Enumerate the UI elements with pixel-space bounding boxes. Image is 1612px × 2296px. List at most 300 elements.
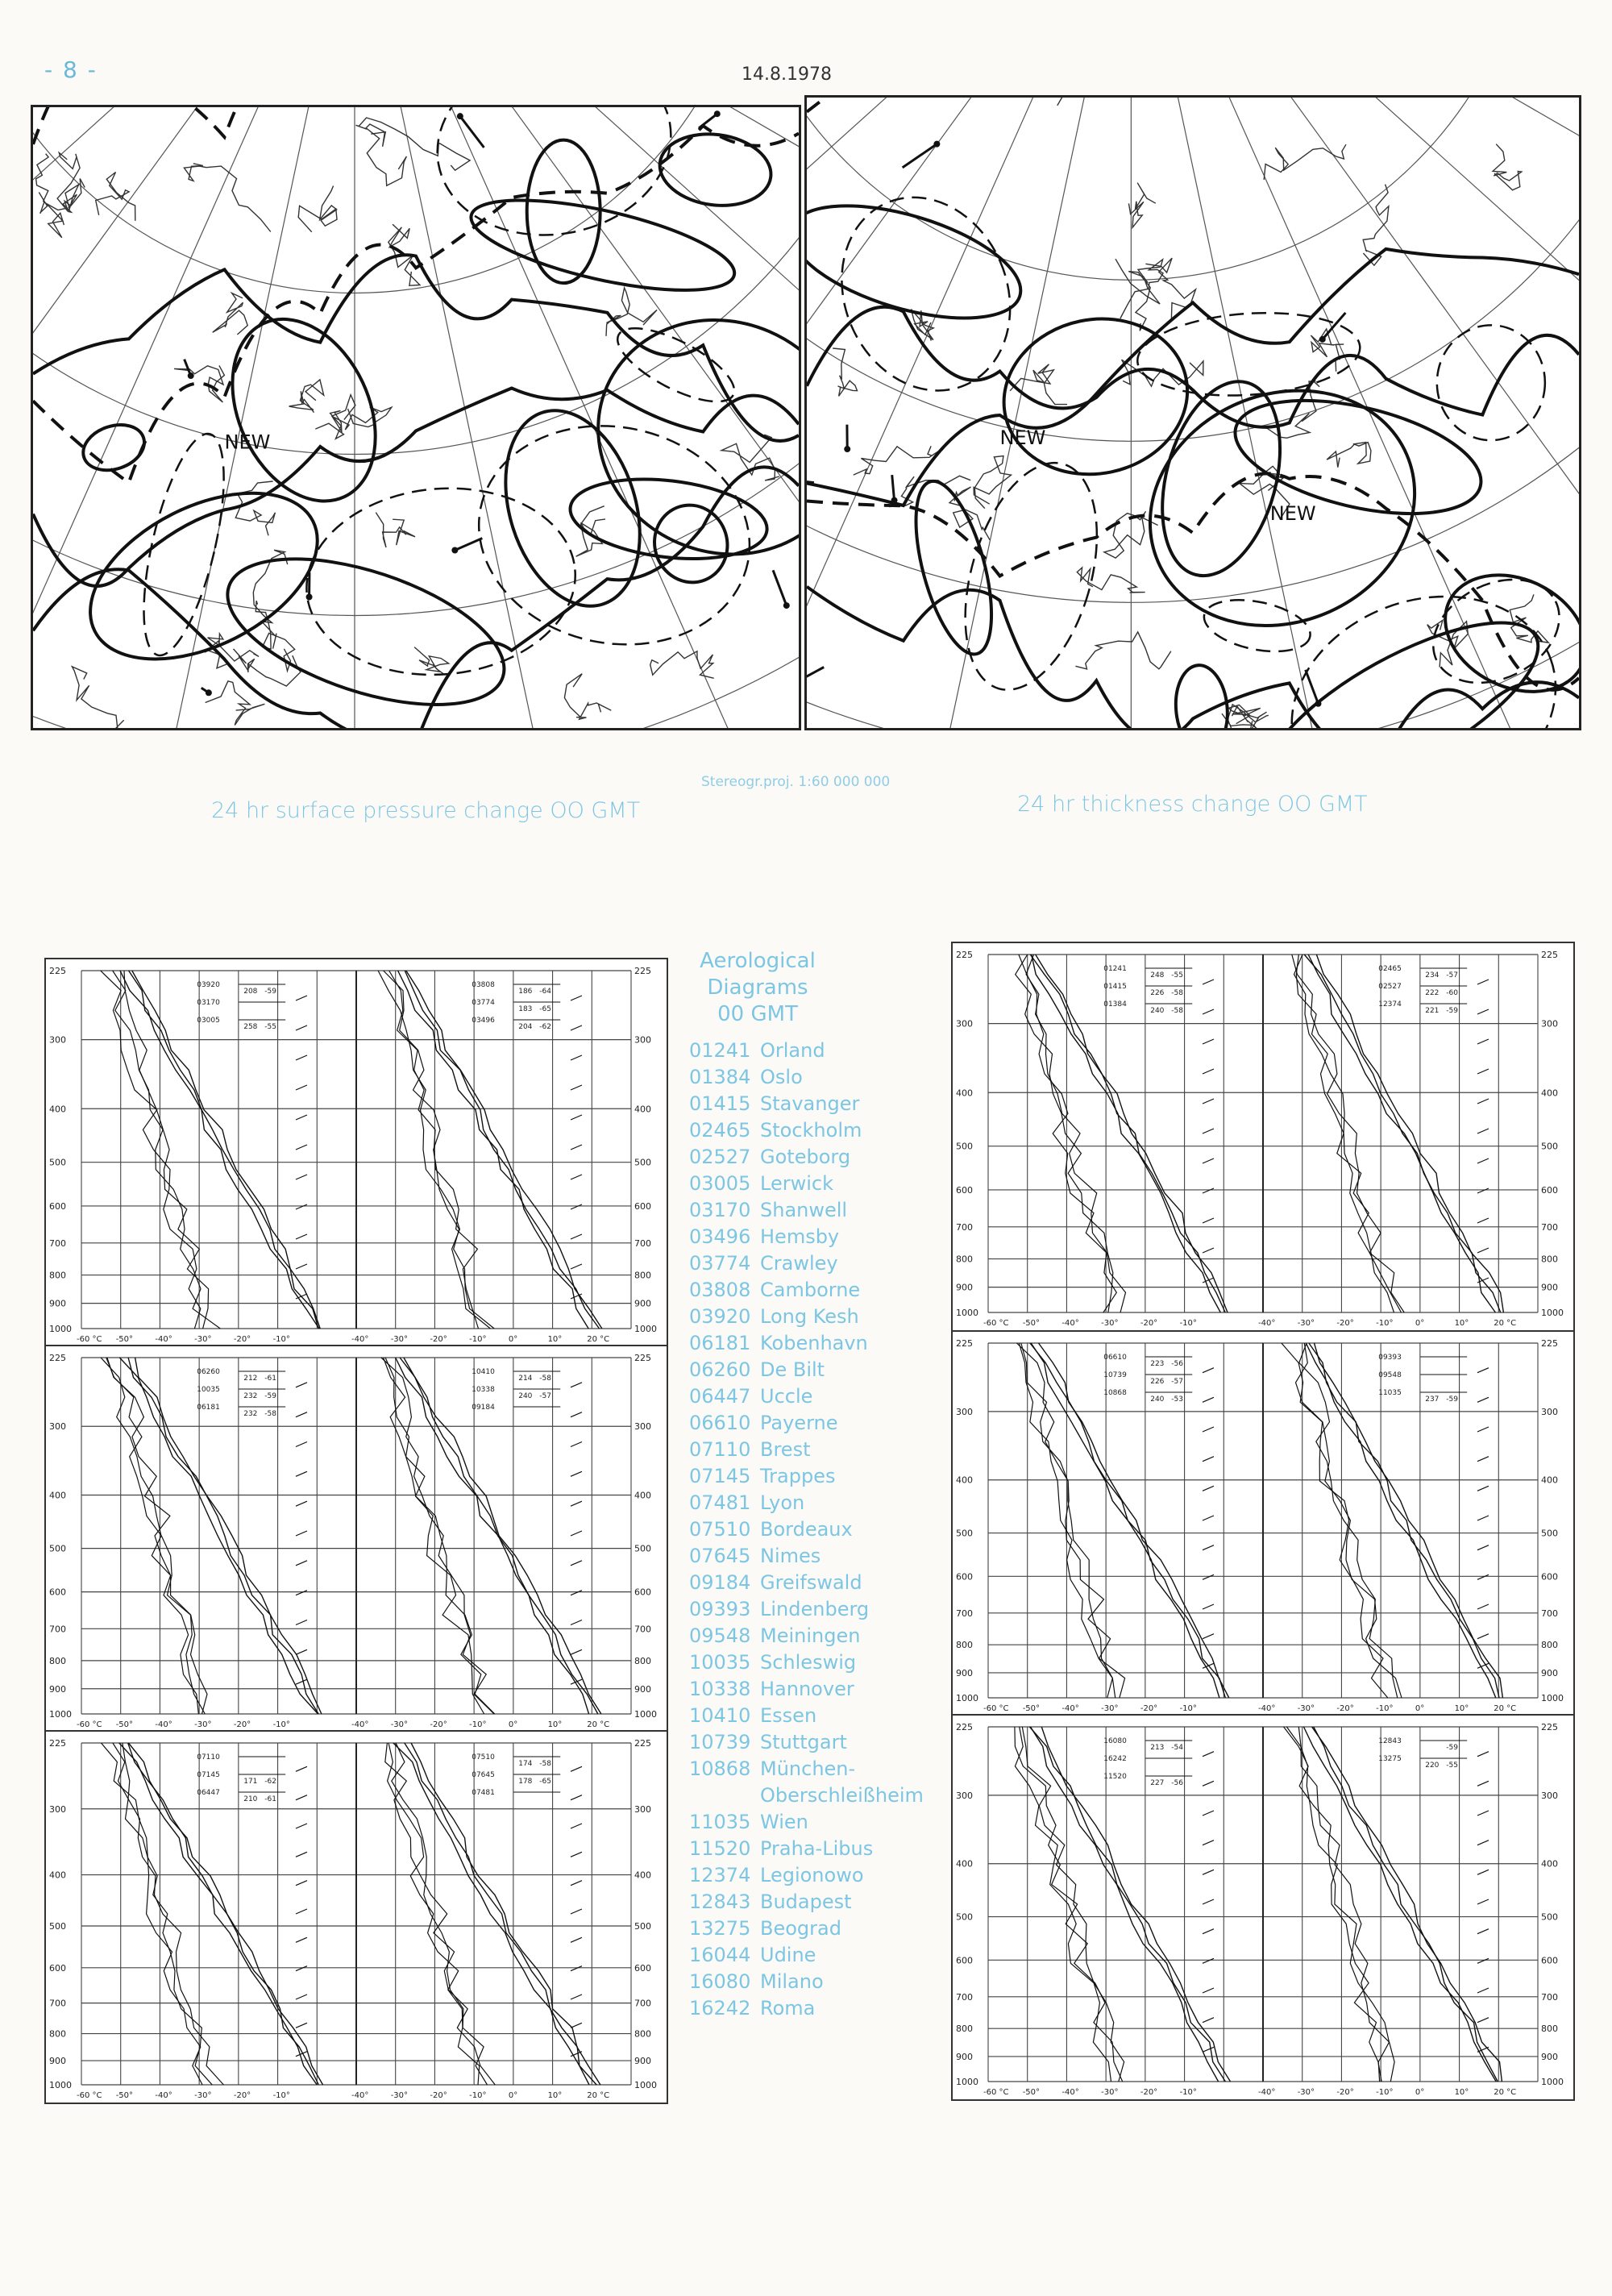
station-name: Camborne	[760, 1279, 861, 1301]
station-name: Oslo	[760, 1066, 803, 1088]
pressure-label: 900	[634, 1298, 651, 1309]
station-name: Praha-Libus	[760, 1837, 874, 1860]
wind-barb	[571, 1501, 582, 1506]
station-entry	[689, 1277, 947, 1304]
tropopause-temp: -59	[1446, 1007, 1458, 1015]
wind-barb	[1477, 2047, 1489, 2052]
pressure-label: 300	[49, 1034, 66, 1046]
tropopause-temp: -62	[264, 1778, 276, 1786]
wind-barb	[1477, 1457, 1489, 1462]
station-entry	[689, 1516, 947, 1543]
station-name: Brest	[760, 1438, 811, 1461]
station-name: Bordeaux	[760, 1518, 853, 1541]
pressure-label: 400	[1541, 1088, 1558, 1099]
coastline	[833, 348, 857, 396]
temperature-tick: 10°	[547, 1335, 563, 1344]
meridian-line	[807, 98, 1131, 728]
wind-barb	[1203, 1218, 1214, 1223]
new-system-label: NEW	[224, 430, 271, 454]
isoline	[205, 296, 403, 524]
station-code: 06181	[689, 1332, 751, 1354]
station-name: Hannover	[760, 1678, 854, 1700]
isoline	[655, 127, 775, 212]
station-name: Uccle	[760, 1385, 813, 1408]
wind-barb	[1477, 1427, 1489, 1432]
tropopause-height: 234	[1425, 971, 1440, 980]
new-system-label: NEW	[1269, 501, 1316, 525]
coastline	[376, 513, 415, 547]
pressure-label: 800	[1541, 2024, 1558, 2035]
temperature-tick: -10°	[1376, 1704, 1394, 1713]
station-code: 07510	[689, 1518, 751, 1541]
pressure-label: 900	[49, 1298, 66, 1309]
temperature-tick: 0°	[508, 1335, 518, 1344]
pressure-label: 300	[634, 1803, 651, 1815]
station-code-label: 07110	[197, 1753, 220, 1762]
wind-barb	[571, 1881, 582, 1886]
pressure-label: 700	[634, 1998, 651, 2009]
wind-barb	[296, 996, 307, 1000]
tropopause-height: 178	[518, 1778, 533, 1786]
station-entry	[689, 1463, 947, 1490]
temperature-tick: 20 °C	[1494, 1319, 1517, 1328]
parallel-line	[33, 107, 799, 728]
temperature-tick: -10°	[469, 1335, 487, 1344]
isoline	[33, 389, 799, 586]
wind-barb	[296, 2023, 307, 2028]
wind-barb	[1203, 1397, 1214, 1402]
displacement-arrow	[807, 667, 824, 680]
pressure-label: 600	[49, 1200, 66, 1212]
station-code: 02527	[689, 1146, 751, 1168]
wind-barb	[296, 1852, 307, 1857]
displacement-arrow	[1306, 670, 1319, 704]
wind-barb	[1477, 1158, 1489, 1163]
wind-barb	[1203, 1545, 1214, 1550]
pressure-label: 500	[1541, 1141, 1558, 1152]
temperature-tick: -30°	[1297, 1704, 1315, 1713]
pressure-label: 1000	[1541, 2077, 1564, 2087]
surface-pressure-change-map	[31, 105, 801, 730]
station-code-label: 13275	[1378, 1755, 1402, 1763]
wind-barb	[296, 1966, 307, 1971]
wind-barb	[1477, 1634, 1489, 1639]
temperature-tick: -40°	[1062, 2088, 1079, 2097]
station-entry	[689, 1915, 947, 1942]
station-code-label: 03808	[472, 981, 495, 989]
pressure-label: 800	[956, 2024, 973, 2035]
tropopause-height: 226	[1150, 989, 1165, 997]
pressure-label: 400	[956, 1858, 973, 1870]
wind-barb	[1477, 1218, 1489, 1223]
wind-barb	[571, 1025, 582, 1030]
station-code-label: 06610	[1103, 1354, 1127, 1362]
temperature-tick: -30°	[1101, 2088, 1119, 2097]
tropopause-temp: -61	[264, 1795, 276, 1803]
station-entry	[689, 1809, 947, 1836]
arrow-head	[783, 602, 790, 609]
station-code-label: 07510	[472, 1753, 495, 1762]
pressure-label: 500	[1541, 1911, 1558, 1923]
coastline	[1327, 443, 1371, 468]
wind-barb	[296, 1824, 307, 1828]
station-code: 02465	[689, 1119, 751, 1142]
wind-barb	[1203, 1039, 1214, 1044]
wind-barb	[296, 1531, 307, 1536]
wind-barb	[1203, 1841, 1214, 1845]
station-name: Crawley	[760, 1252, 838, 1275]
temperature-tick: 10°	[1454, 1704, 1469, 1713]
isoline	[1243, 589, 1561, 728]
tropopause-temp: -55	[1446, 1762, 1458, 1770]
station-entry	[689, 1703, 947, 1729]
station-code: 10035	[689, 1651, 751, 1674]
pressure-label: 500	[634, 1543, 651, 1554]
pressure-label: 600	[634, 1200, 651, 1212]
temperature-tick: -40°	[1258, 1704, 1276, 1713]
temperature-tick: 20 °C	[1494, 2088, 1517, 2097]
station-code: 12374	[689, 1864, 751, 1886]
coastline	[564, 674, 611, 720]
station-name: Orland	[760, 1039, 825, 1062]
coastline	[96, 173, 135, 221]
coastline	[721, 435, 779, 480]
aerological-diagram	[44, 958, 668, 1348]
station-entry	[689, 1330, 947, 1357]
temperature-tick: -30°	[390, 2091, 409, 2100]
aerological-diagram	[951, 1330, 1575, 1717]
pressure-label: 800	[1541, 1254, 1558, 1265]
station-entry	[689, 1836, 947, 1862]
station-name: Milano	[760, 1970, 824, 1993]
pressure-label: 1000	[634, 1709, 657, 1720]
pressure-label: 700	[956, 1608, 973, 1619]
wind-barb	[296, 1412, 307, 1417]
aerological-diagram	[951, 1714, 1575, 2101]
station-code-label: 10338	[472, 1386, 495, 1394]
coastline	[650, 651, 714, 679]
wind-barb	[1203, 2018, 1214, 2023]
tropopause-temp: -64	[539, 988, 551, 996]
pressure-label: 1000	[634, 2080, 657, 2090]
station-code: 06260	[689, 1358, 751, 1381]
station-entry	[689, 1064, 947, 1091]
pressure-label: 300	[1541, 1018, 1558, 1029]
temperature-tick: 10°	[1454, 1319, 1469, 1328]
tropopause-temp: -62	[539, 1023, 551, 1031]
station-entry	[689, 1543, 947, 1570]
wind-barb	[1477, 1841, 1489, 1845]
pressure-label: 225	[956, 1722, 973, 1732]
pressure-label: 1000	[1541, 1308, 1564, 1318]
wind-barb	[296, 1766, 307, 1771]
wind-barb	[571, 1620, 582, 1625]
wind-barb	[1203, 1188, 1214, 1193]
wind-barb	[296, 1025, 307, 1030]
wind-barb	[571, 1795, 582, 1800]
parallel-line	[807, 98, 1579, 602]
tropopause-temp: -53	[1171, 1395, 1183, 1404]
temperature-tick: 0°	[1415, 1704, 1425, 1713]
temperature-tick: -20°	[430, 1720, 447, 1729]
wind-barb	[1477, 1604, 1489, 1609]
temperature-tick: -50°	[115, 1335, 134, 1344]
station-code-label: 07481	[472, 1789, 495, 1797]
station-code: 10410	[689, 1704, 751, 1727]
isoline	[483, 393, 663, 622]
meridian-line	[807, 98, 1131, 728]
station-name: Kobenhavn	[760, 1332, 868, 1354]
station-name: Oberschleißheim	[760, 1784, 924, 1807]
wind-barb	[1203, 1368, 1214, 1373]
temperature-tick: 20 °C	[587, 1720, 610, 1729]
station-entry	[689, 1490, 947, 1516]
tropopause-height: 210	[243, 1795, 258, 1803]
station-code-label: 03774	[472, 999, 495, 1007]
pressure-label: 500	[956, 1911, 973, 1923]
pressure-label: 500	[49, 1920, 66, 1932]
coastline	[235, 481, 275, 535]
isoline	[807, 587, 1579, 728]
station-entry	[689, 1756, 947, 1782]
pressure-label: 400	[634, 1490, 651, 1501]
tropopause-temp: -58	[1171, 989, 1183, 997]
pressure-label: 1000	[634, 1324, 657, 1334]
station-entry	[689, 1676, 947, 1703]
wind-barb	[1203, 1129, 1214, 1133]
coastline	[414, 647, 449, 676]
station-code-label: 10868	[1103, 1389, 1127, 1397]
station-entry	[689, 1570, 947, 1596]
temperature-tick: -10°	[1179, 2088, 1197, 2097]
temperature-tick: -20°	[1336, 2088, 1354, 2097]
wind-barb	[1203, 1811, 1214, 1816]
pressure-label: 400	[1541, 1475, 1558, 1486]
wind-barb	[1477, 1781, 1489, 1786]
legend-title	[689, 948, 826, 1028]
temperature-tick: 10°	[547, 2091, 563, 2100]
station-code: 06610	[689, 1412, 751, 1434]
wind-barb	[296, 1591, 307, 1595]
wind-barb	[571, 1471, 582, 1476]
station-code: 03005	[689, 1172, 751, 1195]
wind-barb	[296, 1145, 307, 1150]
pressure-label: 700	[634, 1237, 651, 1249]
pressure-label: 300	[1541, 1790, 1558, 1801]
tropopause-height: 222	[1425, 989, 1440, 997]
temperature-tick: -40°	[155, 1335, 172, 1344]
wind-barb	[1203, 1427, 1214, 1432]
temperature-tick: -20°	[1140, 1704, 1158, 1713]
wind-barb	[1203, 1958, 1214, 1963]
temperature-tick: -30°	[390, 1335, 409, 1344]
coastline	[72, 667, 123, 728]
pressure-label: 600	[634, 1587, 651, 1598]
station-code-label: 01241	[1103, 965, 1127, 973]
pressure-label: 600	[634, 1962, 651, 1974]
temperature-tick: -20°	[430, 2091, 447, 2100]
station-code-label: 11035	[1378, 1389, 1402, 1397]
wind-barb	[571, 1909, 582, 1914]
meridian-line	[355, 107, 799, 728]
parallel-line	[33, 107, 799, 728]
station-code-label: 16242	[1103, 1755, 1127, 1763]
temperature-tick: -30°	[194, 1335, 212, 1344]
isoline	[807, 183, 1033, 340]
station-code: 06447	[689, 1385, 751, 1408]
station-entry	[689, 1250, 947, 1277]
station-name: Udine	[760, 1944, 816, 1966]
tropopause-height: 174	[518, 1760, 533, 1768]
station-code: 16080	[689, 1970, 751, 1993]
pressure-label: 400	[956, 1475, 973, 1486]
temperature-tick: -40°	[351, 2091, 369, 2100]
station-code-label: 03170	[197, 999, 220, 1007]
tropopause-height: 204	[518, 1023, 533, 1031]
pressure-label: 600	[956, 1571, 973, 1583]
coastline	[1510, 594, 1548, 643]
coastline	[576, 506, 605, 557]
temperature-tick: -40°	[155, 2091, 172, 2100]
wind-barb	[1203, 1099, 1214, 1104]
station-code-label: 06260	[197, 1368, 220, 1376]
temperature-tick: 0°	[508, 2091, 518, 2100]
wind-barb	[1477, 1009, 1489, 1014]
tropopause-height: 212	[243, 1375, 258, 1383]
wind-barb	[571, 1115, 582, 1120]
tropopause-height: 237	[1425, 1395, 1440, 1404]
wind-barb	[571, 1591, 582, 1595]
pressure-label: 400	[49, 1490, 66, 1501]
station-code: 07110	[689, 1438, 751, 1461]
tropopause-temp: -59	[264, 1392, 276, 1400]
station-entry	[689, 1782, 947, 1809]
station-code: 13275	[689, 1917, 751, 1940]
pressure-label: 400	[49, 1104, 66, 1115]
temperature-tick: -30°	[1101, 1319, 1119, 1328]
temperature-tick: -20°	[1336, 1319, 1354, 1328]
temperature-tick: -40°	[1258, 1319, 1276, 1328]
station-code-label: 06447	[197, 1789, 220, 1797]
station-code-label: 10739	[1103, 1371, 1127, 1379]
station-code: 07145	[689, 1465, 751, 1487]
wind-barb	[296, 1909, 307, 1914]
displacement-arrow	[892, 475, 895, 500]
wind-barb	[571, 1234, 582, 1239]
pressure-label: 800	[49, 1270, 66, 1281]
temperature-tick: 20 °C	[587, 2091, 610, 2100]
wind-barb	[1477, 1545, 1489, 1550]
meridian-line	[33, 107, 355, 728]
temperature-tick: 0°	[1415, 1319, 1425, 1328]
coastline	[1493, 144, 1522, 190]
displacement-arrow	[455, 539, 482, 551]
pressure-label: 900	[1541, 1667, 1558, 1678]
coastline	[974, 456, 1011, 509]
pressure-label: 700	[1541, 1221, 1558, 1233]
isoline	[64, 459, 344, 693]
station-entry	[689, 1729, 947, 1756]
wind-barb	[1203, 1752, 1214, 1757]
temperature-tick: -30°	[1297, 2088, 1315, 2097]
pressure-label: 600	[49, 1587, 66, 1598]
parallel-line	[807, 98, 1534, 280]
station-code: 09548	[689, 1624, 751, 1647]
station-code: 10338	[689, 1678, 751, 1700]
temperature-tick: -10°	[272, 1720, 290, 1729]
tropopause-temp: -59	[264, 988, 276, 996]
arrow-head	[891, 497, 898, 504]
coastline	[1259, 380, 1319, 438]
station-legend	[689, 948, 947, 2022]
wind-barb	[1203, 1069, 1214, 1074]
temperature-tick: -40°	[1062, 1319, 1079, 1328]
temperature-tick: -60 °C	[77, 2091, 102, 2100]
wind-barb	[1203, 1781, 1214, 1786]
wind-barb	[296, 1204, 307, 1209]
wind-barb	[571, 996, 582, 1000]
pressure-label: 600	[956, 1184, 973, 1196]
pressure-label: 1000	[956, 2077, 978, 2087]
pressure-label: 300	[634, 1421, 651, 1433]
station-name: Stavanger	[760, 1092, 860, 1115]
station-code: 07645	[689, 1545, 751, 1567]
wind-barb	[571, 1561, 582, 1566]
pressure-label: 225	[1541, 1338, 1558, 1349]
station-code-label: 01384	[1103, 1000, 1127, 1009]
wind-barb	[1203, 1899, 1214, 1904]
station-code-label: 10035	[197, 1386, 220, 1394]
station-entry	[689, 1649, 947, 1676]
isoline	[423, 107, 686, 253]
pressure-label: 600	[1541, 1184, 1558, 1196]
pressure-label: 300	[49, 1803, 66, 1815]
station-name: Trappes	[760, 1465, 836, 1487]
wind-barb	[296, 1649, 307, 1654]
wind-barb	[1203, 1009, 1214, 1014]
meridian-line	[807, 98, 1131, 728]
arrow-head	[1319, 336, 1326, 343]
meridian-line	[33, 107, 355, 728]
tropopause-height: 186	[518, 988, 533, 996]
projection-label: Stereogr.proj. 1:60 000 000	[701, 774, 891, 790]
station-name: Roma	[760, 1997, 816, 2019]
coastline	[315, 395, 355, 439]
wind-barb	[1477, 1129, 1489, 1133]
pressure-label: 700	[49, 1998, 66, 2009]
station-entry	[689, 1596, 947, 1623]
tropopause-temp: -61	[264, 1375, 276, 1383]
wind-barb	[1203, 2047, 1214, 2052]
wind-barb	[571, 1994, 582, 1999]
tropopause-height: 221	[1425, 1007, 1440, 1015]
arrow-head	[714, 110, 721, 117]
coastline	[1010, 364, 1067, 405]
temperature-tick: -20°	[430, 1335, 447, 1344]
tropopause-height: 258	[243, 1023, 258, 1031]
station-code-label: 02465	[1378, 965, 1402, 973]
station-code-label: 07645	[472, 1771, 495, 1779]
pressure-label: 500	[1541, 1528, 1558, 1539]
pressure-label: 1000	[1541, 1693, 1564, 1703]
temperature-tick: -40°	[351, 1335, 369, 1344]
pressure-label: 225	[1541, 950, 1558, 960]
tropopause-temp: -55	[264, 1023, 276, 1031]
station-entry	[689, 1437, 947, 1463]
pressure-label: 300	[956, 1790, 973, 1801]
wind-barb	[1477, 1099, 1489, 1104]
temperature-tick: 20 °C	[587, 1335, 610, 1344]
